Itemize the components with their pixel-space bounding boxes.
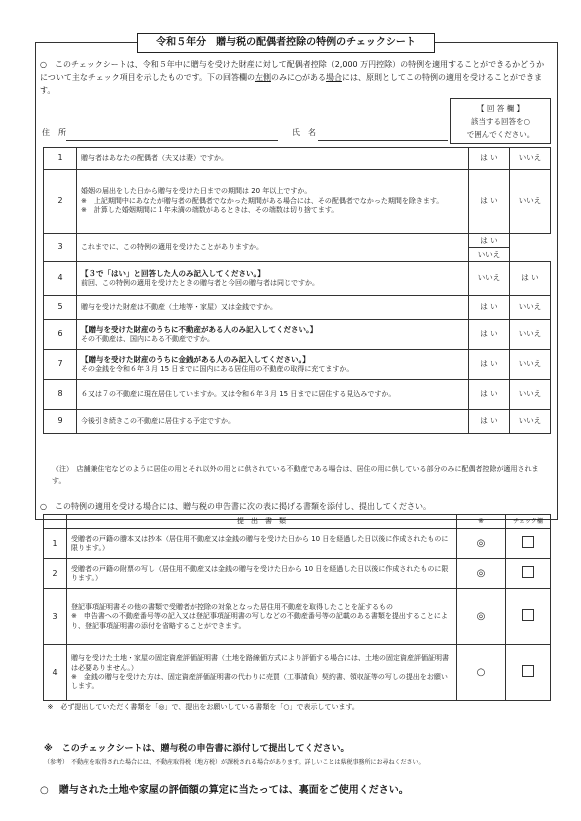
document-number: 4: [44, 645, 67, 701]
question-row-7: [44, 350, 551, 380]
intro-text: [40, 58, 550, 97]
document-number: 3: [44, 589, 67, 645]
documents-header-title: 提 出 書 類: [67, 515, 457, 529]
document-row-4: [44, 645, 551, 701]
answer-no[interactable]: いいえ: [510, 350, 551, 380]
question-text: ６又は７の不動産に現在居住していますか。又は令和６年３月 15 日までに居住する見込みですか。: [77, 380, 469, 410]
document-text: [67, 589, 457, 645]
document-row-3: [44, 589, 551, 645]
checkbox[interactable]: [522, 665, 534, 677]
question-table: [43, 147, 551, 434]
answer-no[interactable]: いいえ: [477, 250, 501, 259]
name-field[interactable]: [318, 140, 448, 141]
section-2-heading: ○ この特例の適用を受ける場合には、贈与税の申告書に次の表に掲げる書類を添付し、提出してください。: [40, 502, 431, 511]
address-label: 住 所: [42, 128, 66, 137]
check-cell: [506, 529, 551, 559]
question-text: [77, 350, 469, 380]
document-text: 受贈者の戸籍の附票の写し（居住用不動産又は金銭の贈与を受けた日から 10 日を経過した日以後に作成されたものに限ります。）: [67, 559, 457, 589]
recommended-mark: ○: [457, 645, 506, 701]
documents-header-mark: ※: [457, 515, 506, 529]
question-number: 1: [44, 148, 77, 170]
submit-instruction: ※ このチェックシートは、贈与税の申告書に添付して提出してください。: [44, 744, 350, 754]
answer-no[interactable]: いいえ: [510, 380, 551, 410]
question-row-4: [44, 262, 551, 296]
answer-header: [450, 98, 551, 144]
documents-table: [43, 514, 551, 715]
document-number: 2: [44, 559, 67, 589]
question-line: その金銭を令和６年３月 15 日までに国内にある居住用の不動産の取得に充てますか。: [81, 364, 354, 373]
question-row-3: [44, 234, 551, 262]
intro-part-c: には、原則としてこの特例の適用を受けることができます。: [40, 73, 542, 95]
question-line: その不動産は、国内にある不動産ですか。: [81, 334, 214, 343]
footnote: （注） 店舗兼住宅などのように居住の用とそれ以外の用とに供されている不動産である場合は、居住の用に供している部分のみに配偶者控除が適用されます。: [52, 465, 539, 485]
question-text: [77, 170, 469, 234]
check-cell: [506, 589, 551, 645]
question-text: これまでに、この特例の適用を受けたことがありますか。: [77, 234, 469, 262]
answer-yes[interactable]: は い: [469, 320, 510, 350]
page-title: 令和５年分 贈与税の配偶者控除の特例のチェックシート: [137, 33, 435, 53]
question-text: 贈与を受けた財産は不動産（土地等・家屋）又は金銭ですか。: [77, 296, 469, 320]
question-note: ※ 計算した婚姻期間に１年未満の端数があるときは、その端数は切り捨てます。: [81, 206, 339, 215]
check-cell: [506, 645, 551, 701]
question-row-8: [44, 380, 551, 410]
answer-yes[interactable]: は い: [469, 410, 510, 434]
question-line: 婚姻の届出をした日から贈与を受けた日までの期間は 20 年以上ですか。: [81, 187, 312, 196]
question-condition: 【３で「はい」と回答した人のみ記入してください。】: [81, 268, 265, 278]
intro-underline-case: 場合: [325, 73, 342, 82]
question-row-9: [44, 410, 551, 434]
checkbox[interactable]: [522, 609, 534, 621]
required-mark: ◎: [457, 559, 506, 589]
intro-underline-left: 左側: [254, 73, 271, 82]
answer-yes[interactable]: は い: [469, 148, 510, 170]
question-text: 今後引き続きこの不動産に居住する予定ですか。: [77, 410, 469, 434]
required-mark: ◎: [457, 529, 506, 559]
answer-header-line1: 該当する回答を○: [470, 117, 531, 126]
name-label: 氏 名: [292, 128, 316, 137]
question-text: 贈与者はあなたの配偶者（夫又は妻）ですか。: [77, 148, 469, 170]
answer-no[interactable]: いいえ: [510, 296, 551, 320]
question-row-1: [44, 148, 551, 170]
question-row-6: [44, 320, 551, 350]
document-number: 1: [44, 529, 67, 559]
question-condition: 【贈与を受けた財産のうちに不動産がある人のみ記入してください。】: [81, 324, 318, 334]
answer-header-title: 【 回 答 欄 】: [476, 104, 525, 113]
document-line: 登記事項証明書その他の書類で受贈者が控除の対象となった居住用不動産を取得したことを証するもの: [71, 602, 393, 611]
documents-header: [44, 515, 551, 529]
required-mark: ◎: [457, 589, 506, 645]
answer-yes[interactable]: は い: [510, 262, 551, 296]
question-number: 2: [44, 170, 77, 234]
answer-no[interactable]: いいえ: [469, 262, 510, 296]
answer-yes[interactable]: は い: [469, 380, 510, 410]
address-field[interactable]: [66, 140, 278, 141]
answer-cell-stacked: [469, 234, 510, 262]
answer-header-line2: で囲んでください。: [466, 130, 535, 139]
document-row-2: [44, 559, 551, 589]
check-cell: [506, 559, 551, 589]
question-condition: 【贈与を受けた財産のうちに金銭がある人のみ記入してください。】: [81, 354, 310, 364]
document-line: 贈与を受けた土地・家屋の固定資産評価証明書（土地を路線価方式により評価する場合には、土地の固定資産評価証明書は必要ありません。）: [71, 654, 449, 672]
document-note: ※ 申告書への不動産番号等の記入又は登記事項証明書の写しなどの不動産番号等の記載のある書類を提出することにより、登記事項証明書の添付を省略することができます。: [71, 612, 448, 630]
question-line: 前回、この特例の適用を受けたときの贈与者と今回の贈与者は同じですか。: [81, 278, 319, 287]
documents-footnote-row: [44, 701, 551, 715]
question-note: ※ 上記期間中にあなたが贈与者の配偶者でなかった期間がある場合には、その配偶者でなかった期間を除きます。: [81, 196, 444, 205]
intro-part-a: このチェックシートは、令和５年中に贈与を受けた財産に対して配偶者控除（2,000 万円控除）の特例を適用することができるかどうかについて主なチェック項目を示したものです。下の回答欄の: [40, 60, 545, 82]
intro-mark: ○: [40, 60, 47, 69]
reverse-side-note: ○ 贈与された土地や家屋の評価額の算定に当たっては、裏面をご使用ください。: [40, 785, 409, 796]
answer-yes[interactable]: は い: [469, 170, 510, 234]
question-number: 4: [44, 262, 77, 296]
document-row-1: [44, 529, 551, 559]
question-text: [77, 262, 469, 296]
question-number: 8: [44, 380, 77, 410]
question-row-5: [44, 296, 551, 320]
question-text: [77, 320, 469, 350]
answer-no[interactable]: いいえ: [510, 320, 551, 350]
answer-yes[interactable]: は い: [469, 296, 510, 320]
question-row-2: [44, 170, 551, 234]
answer-no[interactable]: いいえ: [510, 410, 551, 434]
blank-cell: [44, 515, 67, 529]
question-number: 3: [44, 234, 77, 262]
question-number: 5: [44, 296, 77, 320]
document-text: [67, 645, 457, 701]
intro-part-b: のみに○がある: [270, 73, 326, 82]
answer-yes[interactable]: は い: [469, 350, 510, 380]
documents-header-check: チェック欄: [506, 515, 551, 529]
question-number: 6: [44, 320, 77, 350]
checkbox[interactable]: [522, 566, 534, 578]
answer-no[interactable]: いいえ: [510, 170, 551, 234]
question-number: 9: [44, 410, 77, 434]
answer-no[interactable]: いいえ: [510, 148, 551, 170]
document-note: ※ 金銭の贈与を受けた方は、固定資産評価証明書の代わりに売買（工事請負）契約書、領収証等の写しの提出をお願いします。: [71, 672, 448, 691]
reference-note: （参考） 不動産を取得された場合には、不動産取得税（地方税）が課税される場合があります。詳しいことは県税事務所にお尋ねください。: [44, 759, 425, 766]
documents-footnote: ※ 必ず提出していただく書類を「◎」で、提出をお願いしている書類を「○」で表示しています。: [44, 701, 551, 715]
answer-yes[interactable]: は い: [469, 234, 509, 248]
checkbox[interactable]: [522, 536, 534, 548]
question-number: 7: [44, 350, 77, 380]
blank-cell: [510, 234, 551, 262]
document-text: 受贈者の戸籍の謄本又は抄本（居住用不動産又は金銭の贈与を受けた日から 10 日を経過した日以後に作成されたものに限ります。）: [67, 529, 457, 559]
